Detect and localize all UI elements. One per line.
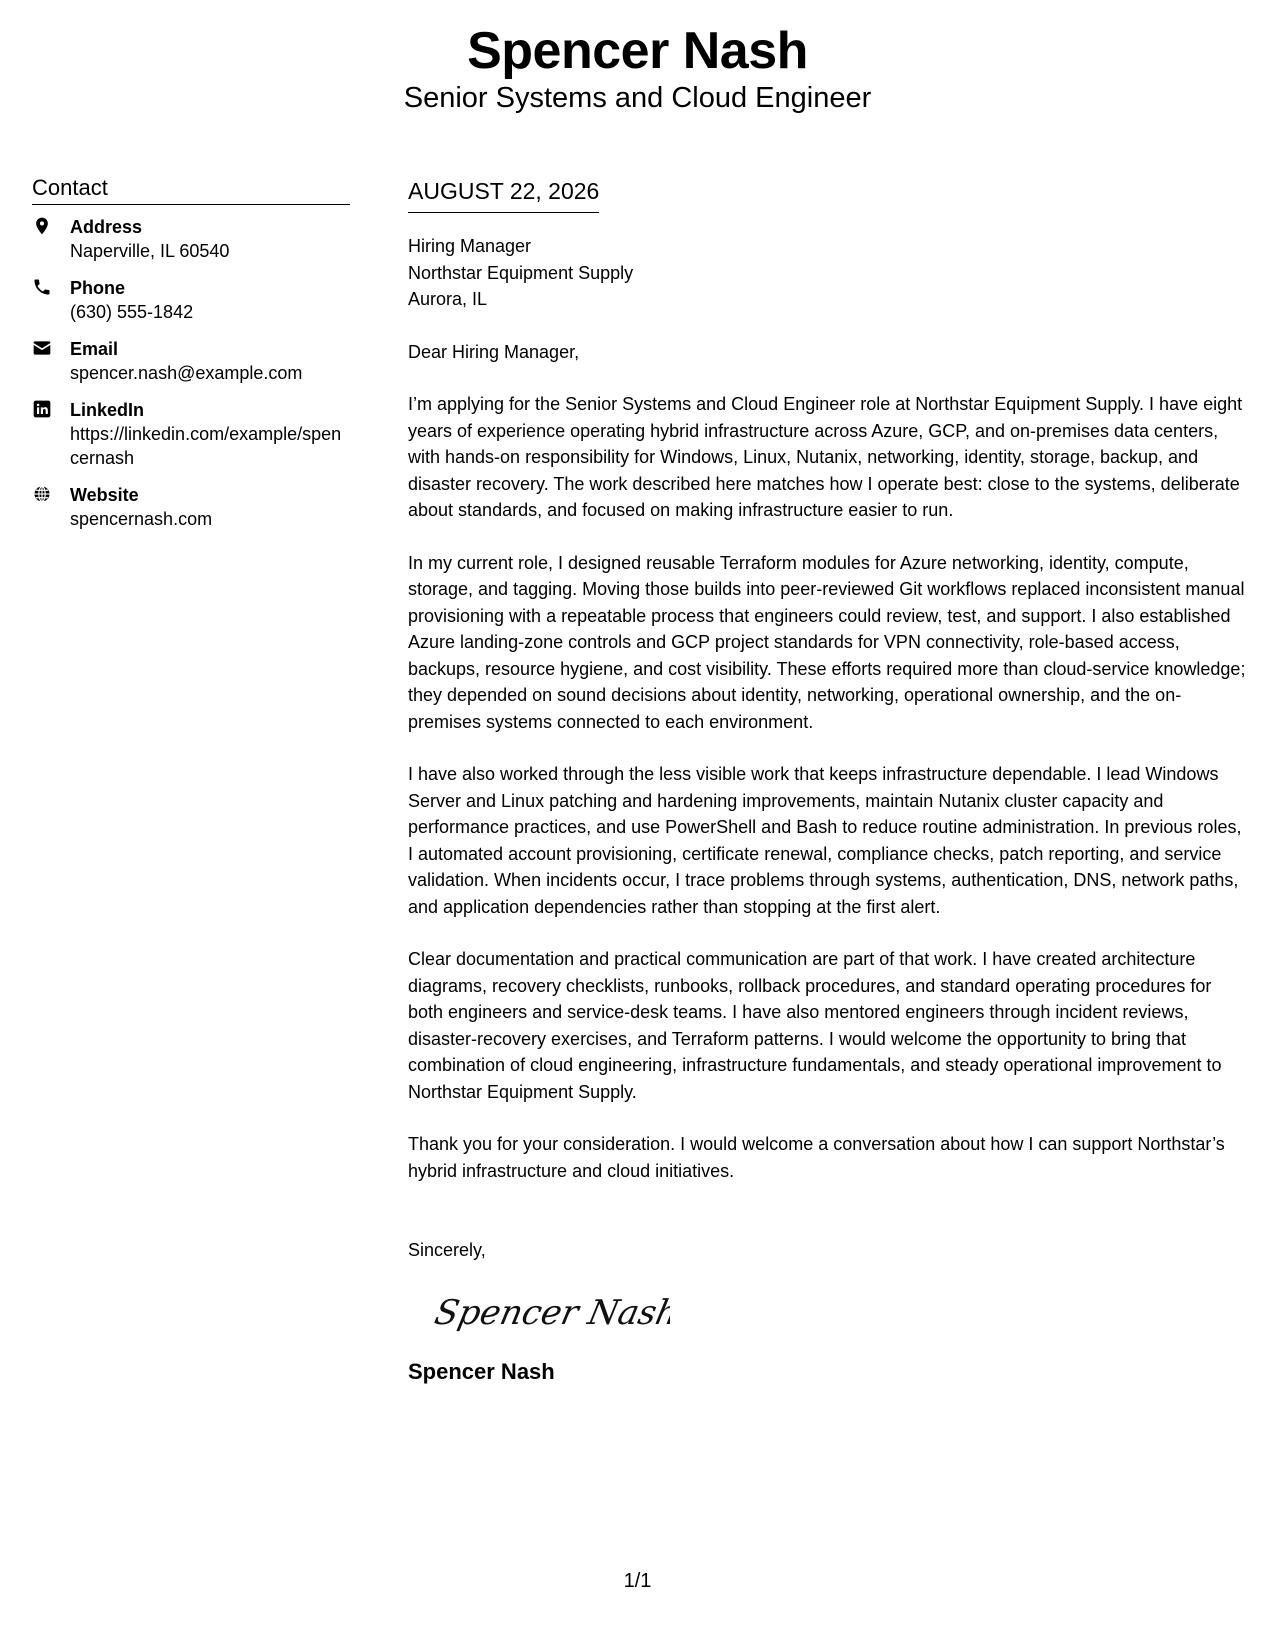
envelope-icon: [32, 338, 54, 360]
letter-date: AUGUST 22, 2026: [408, 176, 599, 213]
page-number: 1/1: [623, 1570, 652, 1592]
recipient-company: Northstar Equipment Supply: [408, 262, 634, 283]
contact-label: Email: [70, 339, 119, 359]
website-value[interactable]: spencernash.com: [70, 509, 213, 529]
contact-item-linkedin: [32, 398, 350, 470]
closing: Sincerely,: [408, 1240, 486, 1260]
contact-item-address: [32, 215, 350, 263]
contact-label: Address: [70, 217, 143, 237]
contact-item-website: [32, 483, 350, 531]
contact-item-phone: [32, 276, 350, 324]
contact-sidebar: [32, 174, 350, 544]
phone-value: (630) 555-1842: [70, 302, 194, 322]
signer-name: Spencer Nash: [408, 1358, 555, 1384]
phone-icon: [32, 277, 54, 299]
paragraph: In my current role, I designed reusable Terraform modules for Azure networking, identity, compute, storage, and tagging. Moving those builds into peer-reviewed Git workflows replaced inconsistent manual provisioning with a repeatable process that engineers could review, test, and support. I also established Azure landing-zone controls and GCP project standards for VPN connectivity, role-based access, backups, resource hygiene, and cost visibility. These efforts required more than cloud-service knowledge; they depended on sound decisions about identity, networking, operational ownership, and the on-premises systems connected to each environment.: [408, 552, 1246, 732]
letter-header: [0, 22, 1275, 116]
greeting: Dear Hiring Manager,: [408, 341, 580, 362]
linkedin-icon: [32, 399, 54, 421]
linkedin-value[interactable]: https://linkedin.com/example/spencernash: [70, 424, 342, 468]
signature-image: [430, 1282, 670, 1344]
globe-icon: [32, 484, 54, 506]
recipient-location: Aurora, IL: [408, 289, 488, 309]
paragraph: I’m applying for the Senior Systems and Cloud Engineer role at Northstar Equipment Supply. I have eight years of experience operating hybrid infrastructure across Azure, GCP, and on-premises data centers, with hands-on responsibility for Windows, Linux, Nutanix, networking, identity, storage, backup, and disaster recovery. The work described here matches how I operate best: close to the systems, deliberate about standards, and focused on making infrastructure easier to run.: [408, 394, 1243, 520]
paragraph: I have also worked through the less visible work that keeps infrastructure dependable. I lead Windows Server and Linux patching and hardening improvements, maintain Nutanix cluster capacity and performance practices, and use PowerShell and Bash to reduce routine administration. In previous roles, I automated account provisioning, certificate renewal, compliance checks, patch reporting, and service validation. When incidents occur, I trace problems through systems, authentication, DNS, network paths, and application dependencies rather than stopping at the first alert.: [408, 764, 1242, 917]
contact-label: Phone: [70, 278, 126, 298]
letter-body: [408, 176, 1248, 1386]
recipient-block: [408, 233, 1248, 313]
paragraph: Clear documentation and practical communication are part of that work. I have created architecture diagrams, recovery checklists, runbooks, rollback procedures, and standard operating procedures for both engineers and service-desk teams. I have also mentored engineers through incident reviews, disaster-recovery exercises, and Terraform patterns. I would welcome the opportunity to bring that combination of cloud engineering, infrastructure fundamentals, and steady operational improvement to Northstar Equipment Supply.: [408, 949, 1222, 1102]
signature-text: Spencer Nash: [431, 1292, 670, 1333]
contact-label: Website: [70, 485, 139, 505]
map-pin-icon: [32, 216, 54, 238]
address-value: Naperville, IL 60540: [70, 241, 230, 261]
applicant-title: Senior Systems and Cloud Engineer: [403, 82, 872, 114]
contact-label: LinkedIn: [70, 400, 145, 420]
applicant-name: Spencer Nash: [467, 22, 808, 80]
recipient-name: Hiring Manager: [408, 236, 532, 256]
contact-item-email: [32, 337, 350, 385]
contact-heading: Contact: [32, 174, 350, 205]
email-value: spencer.nash@example.com: [70, 363, 303, 383]
paragraph: Thank you for your consideration. I would welcome a conversation about how I can support Northstar’s hybrid infrastructure and cloud initiatives.: [408, 1134, 1225, 1181]
